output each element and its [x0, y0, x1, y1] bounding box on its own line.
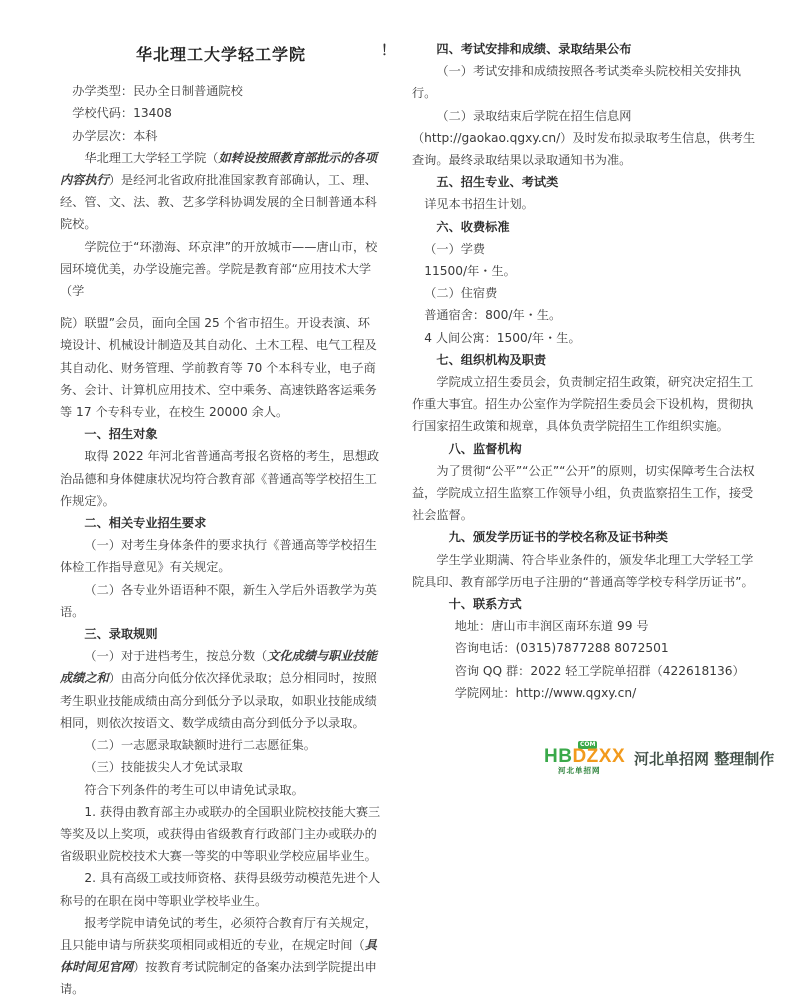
- logo-com-badge: COM: [580, 741, 596, 748]
- section-4-item-1: （一）考试安排和成绩按照各考试类牵头院校相关安排执行。: [412, 64, 742, 101]
- section-6-title: 六、收费标准: [436, 219, 510, 234]
- section-3-item-3: （三）技能拔尖人才免试录取: [84, 760, 243, 775]
- logo-dzxx: DZXX: [572, 746, 626, 767]
- right-column: [412, 38, 760, 704]
- section-8-text: 为了贯彻“公平”“公正”“公开”的原则，切实保障考生合法权益，学院成立招生监察工作领导小组，负责监察招生工作，接受社会监督。: [412, 463, 755, 523]
- section-4-title: 四、考试安排和成绩、录取结果公布: [436, 42, 632, 56]
- logo-hb: HB: [544, 746, 573, 767]
- section-3-item-1-text-b: ）由高分向低分依次择优录取；总分相同时，按照考生职业技能成绩由高分到低分予以录取，如职业技能成绩相同，则依次按语文、数学成绩由高分到低分予以录取。: [60, 671, 377, 730]
- logo-wordmark: [544, 747, 625, 767]
- section-3-item-2: （二）一志愿录取缺额时进行二志愿征集。: [84, 738, 316, 753]
- section-3-item-1-note: 文化成绩与职业技能成绩之和: [60, 649, 377, 686]
- section-3-item-1-text-a: （一）对于进档考生，按总分数（: [84, 649, 268, 664]
- intro-paragraph-2: 学院位于“环渤海、环京津”的开放城市——唐山市，校园环境优美，办学设施完善。学院是教育部“应用技术大学（学: [60, 239, 378, 299]
- intro-text-b: ）是经河北省政府批准国家教育部确认，工、理、经、管、文、法、教、艺多学科协调发展的全日制普通本科院校。: [60, 173, 377, 232]
- school-level: 办学层次：本科: [72, 128, 158, 143]
- section-8-title: 八、监督机构: [448, 441, 522, 456]
- section-3-item-1: [60, 645, 382, 734]
- section-7-title: 七、组织机构及职责: [436, 352, 547, 367]
- dorm-fee-apartment: 4 人间公寓：1500/年・生。: [424, 330, 581, 345]
- logo-subtitle: 河北单招网: [558, 766, 601, 775]
- section-3-item-3-condition-1: 1. 获得由教育部主办或联办的全国职业院校技能大赛三等奖及以上奖项，或获得由省级教育行政部门主办或联办的省级职业院校技术大赛一等奖的中等职业学校应届毕业生。: [60, 804, 381, 864]
- section-6-item-1: （一）学费: [424, 241, 486, 256]
- contact-phone: 咨询电话：(0315)7877288 8072501: [454, 641, 669, 656]
- intro-paragraph-3: 院）联盟”会员，面向全国 25 个省市招生。开设表演、环境设计、机械设计制造及其自动化、土木工程、电气工程及其自动化、财务管理、学前教育等 70 个本科专业，电子商务、会计、计算机应用技术、空中乘务、高速铁路客运乘务等 17 个专科专业，在校生 20000 余人。: [60, 316, 377, 420]
- contact-website: 学院网址：http://www.qgxy.cn/: [454, 685, 637, 700]
- watermark-logo: [544, 742, 794, 774]
- corner-mark: ！: [381, 43, 395, 59]
- dorm-fee-standard: 普通宿舍：800/年・生。: [424, 308, 562, 323]
- section-3-item-3-condition-2: 2. 具有高级工或技师资格、获得县级劳动模范先进个人称号的在职在岗中等职业学校毕业生。: [60, 871, 381, 908]
- section-5-text: 详见本书招生计划。: [424, 197, 534, 212]
- intro-text-a: 华北理工大学轻工学院（: [84, 150, 219, 165]
- school-type: 办学类型：民办全日制普通院校: [72, 84, 243, 99]
- section-1-text: 取得 2022 年河北省普通高考报名资格的考生，思想政治品德和身体健康状况均符合教育部《普通高等学校招生工作规定》。: [60, 449, 380, 508]
- school-code: 学校代码：13408: [72, 106, 172, 121]
- section-3-item-3-text: 符合下列条件的考生可以申请免试录取。: [84, 782, 304, 797]
- section-3-item-3-apply: [60, 912, 382, 1001]
- section-2-item-2: （二）各专业外语语种不限，新生入学后外语教学为英语。: [60, 582, 377, 619]
- section-5-title: 五、招生专业、考试类: [436, 175, 559, 190]
- apply-text-a: 报考学院申请免试的考生，必须符合教育厅有关规定，且只能申请与所获奖项相同或相近的专业，在规定时间（: [60, 915, 377, 952]
- contact-address: 地址：唐山市丰润区南环东道 99 号: [454, 619, 649, 634]
- section-10-title: 十、联系方式: [448, 597, 522, 612]
- section-9-title: 九、颁发学历证书的学校名称及证书种类: [448, 530, 668, 545]
- tuition-fee: 11500/年・生。: [424, 264, 516, 279]
- section-4-item-2: （二）录取结束后学院在招生信息网（http://gaokao.qgxy.cn/）及时发布拟录取考生信息，供考生查询。最终录取结果以录取通知书为准。: [412, 108, 756, 168]
- hbdzxx-logo-icon: [544, 742, 626, 774]
- section-7-text: 学院成立招生委员会，负责制定招生政策，研究决定招生工作重大事宜。招生办公室作为学院招生委员会下设机构，贯彻执行国家招生政策和规章，具体负责学院招生工作组织实施。: [412, 375, 754, 434]
- section-9-text: 学生学业期满、符合毕业条件的，颁发华北理工大学轻工学院具印、教育部学历电子注册的“普通高等学校专科学历证书”。: [412, 552, 754, 589]
- section-2-title: 二、相关专业招生要求: [84, 516, 207, 531]
- section-2-item-1: （一）对考生身体条件的要求执行《普通高等学校招生体检工作指导意见》有关规定。: [60, 538, 377, 575]
- apply-note: 具体时间见官网: [60, 937, 377, 975]
- watermark-text: 河北单招网 整理制作: [634, 750, 775, 768]
- left-column: [60, 44, 382, 1001]
- document-title: 华北理工大学轻工学院: [135, 45, 306, 64]
- contact-qq-group: 咨询 QQ 群：2022 轻工学院单招群（422618136）: [454, 663, 745, 678]
- intro-note: 如转设按照教育部批示的各项内容执行: [60, 150, 377, 188]
- section-1-title: 一、招生对象: [84, 427, 158, 442]
- section-3-title: 三、录取规则: [84, 627, 158, 642]
- section-6-item-2: （二）住宿费: [424, 286, 498, 301]
- intro-paragraph-1: [60, 147, 382, 236]
- apply-text-b: ）按教育考试院制定的备案办法到学院提出申请。: [60, 960, 377, 997]
